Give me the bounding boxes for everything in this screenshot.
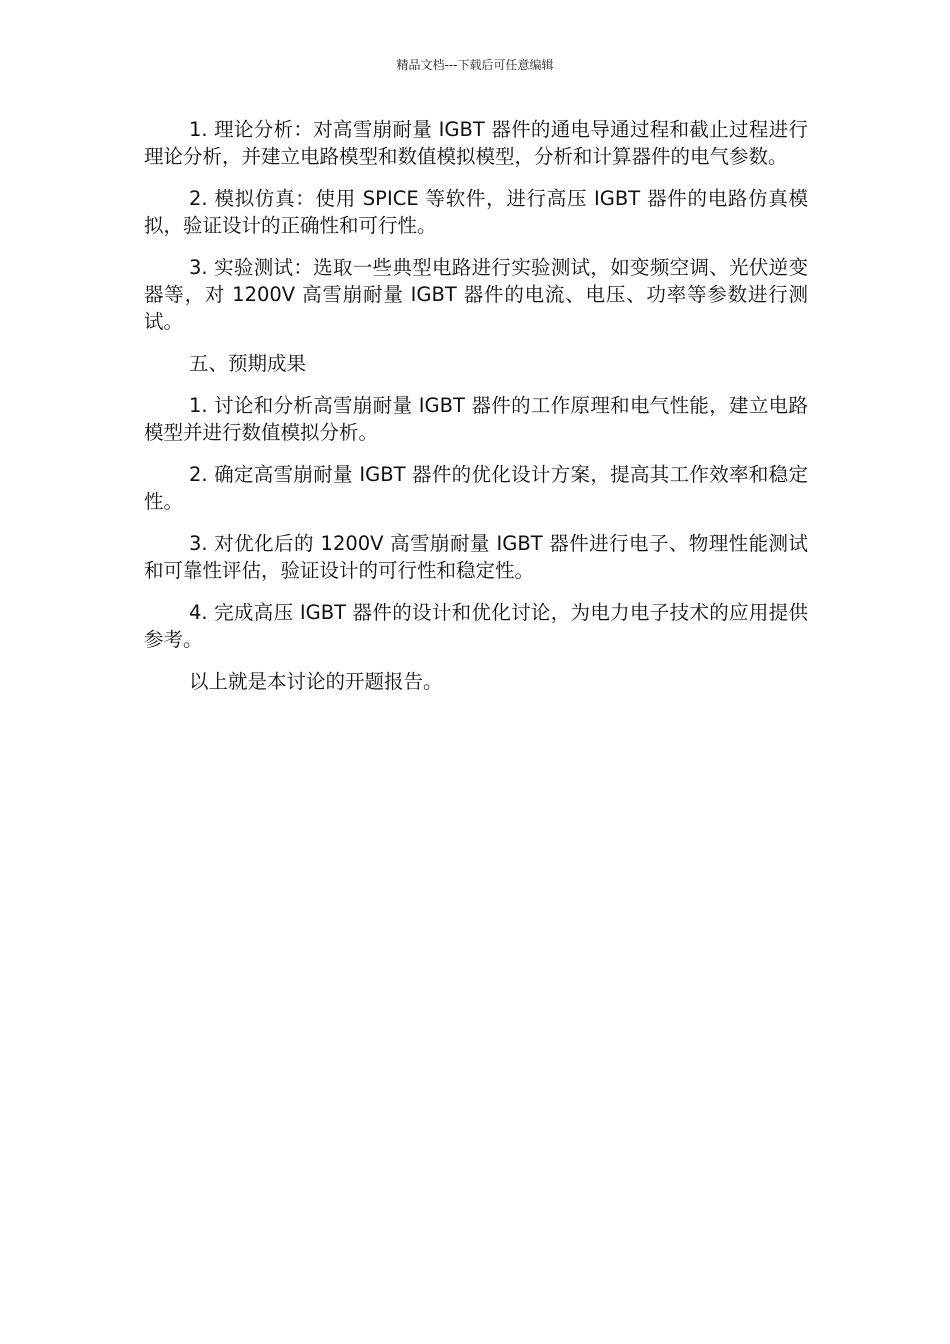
document-body xyxy=(144,116,808,710)
section-heading-expected-results: 五、预期成果 xyxy=(189,352,307,375)
page-header: 精品文档---下载后可任意编辑 xyxy=(396,58,554,72)
paragraph-simulation: 2. 模拟仿真：使用 SPICE 等软件，进行高压 IGBT 器件的电路仿真模拟，验证设计的正确性和可行性。 xyxy=(144,187,808,237)
paragraph-result-2: 2. 确定高雪崩耐量 IGBT 器件的优化设计方案，提高其工作效率和稳定性。 xyxy=(144,463,808,513)
paragraph-result-3: 3. 对优化后的 1200V 高雪崩耐量 IGBT 器件进行电子、物理性能测试和可靠性评估，验证设计的可行性和稳定性。 xyxy=(144,532,808,582)
paragraph-result-1: 1. 讨论和分析高雪崩耐量 IGBT 器件的工作原理和电气性能，建立电路模型并进行数值模拟分析。 xyxy=(144,394,808,444)
paragraph-theory-analysis: 1. 理论分析：对高雪崩耐量 IGBT 器件的通电导通过程和截止过程进行理论分析，并建立电路模型和数值模拟模型，分析和计算器件的电气参数。 xyxy=(144,118,808,168)
paragraph-experiment-test: 3. 实验测试：选取一些典型电路进行实验测试，如变频空调、光伏逆变器等，对 1200V 高雪崩耐量 IGBT 器件的电流、电压、功率等参数进行测试。 xyxy=(144,256,808,333)
paragraph-result-4: 4. 完成高压 IGBT 器件的设计和优化讨论，为电力电子技术的应用提供参考。 xyxy=(144,601,808,651)
paragraph-closing: 以上就是本讨论的开题报告。 xyxy=(189,670,443,693)
